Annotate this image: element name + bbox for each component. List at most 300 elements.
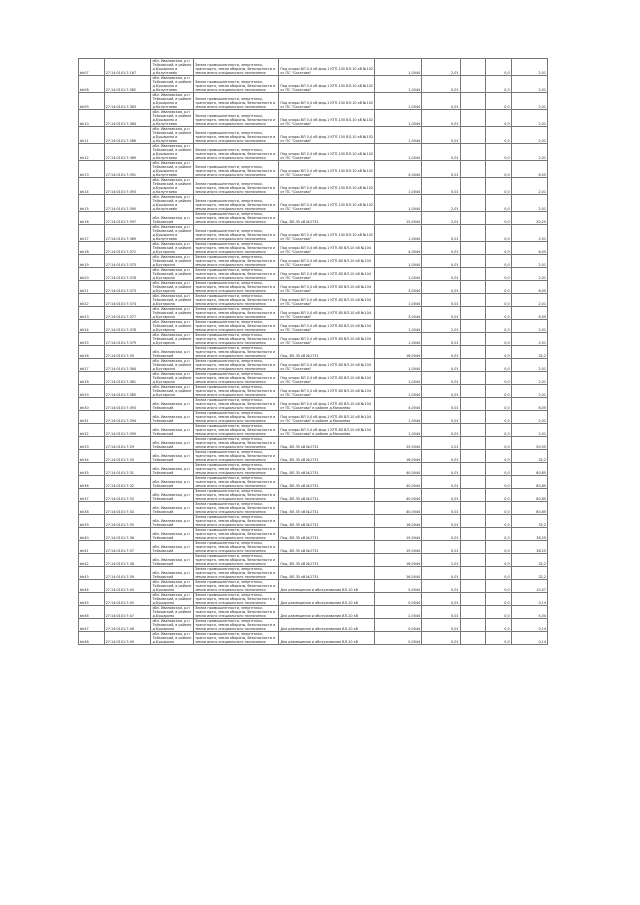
cell-id: bh15	[79, 195, 105, 212]
cell-r1: 2,01	[422, 554, 460, 567]
cell-r1: 0,01	[422, 144, 460, 161]
cell-cat: Земли промышленности, энергетики, транспорта, земли обороны, безопасности и земли иного специального назначения	[194, 437, 279, 450]
cell-r2: 0,0	[486, 515, 512, 528]
empty-cell	[460, 93, 486, 110]
cell-cat: Земли промышленности, энергетики, транспорта, земли обороны, безопасности и земли иного специального назначения	[194, 593, 279, 606]
cell-cad: 27:14:0101:7:34	[104, 502, 151, 515]
cell-r1: 0,01	[422, 580, 460, 593]
cell-cad: 27:14:0101:7:48	[104, 619, 151, 632]
cell-r3: 8,05	[511, 398, 547, 411]
cell-cat: Земли промышленности, энергетики, транспорта, земли обороны, безопасности и земли иного специального назначения	[194, 320, 279, 333]
cell-cat: Земли промышленности, энергетики, транспорта, земли обороны, безопасности и земли иного специального назначения	[194, 606, 279, 619]
cell-r1: 0,01	[422, 385, 460, 398]
cell-cat: Земли промышленности, энергетики, транспорта, земли обороны, безопасности и земли иного специального назначения	[194, 93, 279, 110]
cell-use: Под опоры ВЛ 0,4 кВ фид.1 КТП-150 ВЛ-10 кВ №102 от ПС "Сокатово"	[279, 93, 375, 110]
cell-addr: обл. Ивановская, р-н Тейковский	[151, 554, 194, 567]
cell-cat: Земли промышленности, энергетики, транспорта, земли обороны, безопасности и земли иного специального назначения	[194, 580, 279, 593]
cell-r2: 0,0	[486, 307, 512, 320]
cell-r3: 10,07	[511, 580, 547, 593]
cell-addr: обл. Ивановская, р-н Тейковский	[151, 411, 194, 424]
cell-r1: 0,01	[422, 411, 460, 424]
cell-id: bh12	[79, 144, 105, 161]
cell-addr: обл. Ивановская, р-н Тейковский	[151, 398, 194, 411]
cell-r2: 0,0	[486, 346, 512, 359]
empty-cell	[460, 110, 486, 127]
cell-r1: 0,01	[422, 255, 460, 268]
cell-use: Под опоры ВЛ 0,4 кВ фид.1 КТП-150 ВЛ-10 кВ №102 от ПС "Сокатово"	[279, 161, 375, 178]
table-row	[79, 437, 548, 450]
cell-addr: обл. Ивановская, р-н Тейковский, в районе д.Бушарино и д.Колунтаево	[151, 127, 194, 144]
cell-use: Под опоры ВЛ 0,4 кВ фид.1 КТП-150 ВЛ-10 кВ №102 от ПС "Сокатово"	[279, 178, 375, 195]
cell-r3: 8,05	[511, 161, 547, 178]
cell-r1: 0,01	[422, 476, 460, 489]
table-row	[79, 398, 548, 411]
cell-addr: обл. Ивановская, р-н Тейковский, в районе д.Бухтарино	[151, 307, 194, 320]
cell-cat: Земли промышленности, энергетики, транспорта, земли обороны, безопасности и земли иного специального назначения	[194, 212, 279, 225]
cell-addr: обл. Ивановская, р-н Тейковский, в районе д.Бушарино и д.Колунтаево	[151, 178, 194, 195]
cell-cad: 27:14:0101:7:376	[104, 268, 151, 281]
cell-addr: обл. Ивановская, р-н Тейковский, в районе д.Бушарино	[151, 632, 194, 645]
cell-addr: обл. Ивановская, р-н Тейковский, в районе д.Бушарино и д.Колунтаево	[151, 110, 194, 127]
cell-r3: 0,14	[511, 632, 547, 645]
cell-cad: 27:14:0101:7:45	[104, 593, 151, 606]
cell-r3: 2,01	[511, 76, 547, 93]
cell-r3: 2,01	[511, 372, 547, 385]
cell-cad: 27:14:0101:7:389	[104, 144, 151, 161]
cell-r2: 0,0	[486, 385, 512, 398]
cell-r1: 0,01	[422, 515, 460, 528]
cell-r1: 0,01	[422, 268, 460, 281]
cell-area: 1,0044	[375, 359, 422, 372]
cell-area: 16,0044	[375, 515, 422, 528]
cell-addr: обл. Ивановская, р-н Тейковский	[151, 212, 194, 225]
cell-r2: 0,0	[486, 127, 512, 144]
cell-r1: 0,01	[422, 619, 460, 632]
cell-id: bh36	[79, 476, 105, 489]
table-row	[79, 476, 548, 489]
cell-addr: обл. Ивановская, р-н Тейковский	[151, 437, 194, 450]
table-row	[79, 268, 548, 281]
cell-id: bh18	[79, 242, 105, 255]
table-row	[79, 346, 548, 359]
table-row	[79, 372, 548, 385]
cell-r2: 0,0	[486, 489, 512, 502]
cell-r1: 0,01	[422, 528, 460, 541]
cell-id: bh10	[79, 110, 105, 127]
cell-area: 1,0044	[375, 195, 422, 212]
cell-addr: обл. Ивановская, р-н Тейковский, в районе д.Бухтарино	[151, 359, 194, 372]
cell-r3: 2,01	[511, 178, 547, 195]
cell-cat: Земли промышленности, энергетики, транспорта, земли обороны, безопасности и земли иного специального назначения	[194, 476, 279, 489]
cell-id: bh38	[79, 502, 105, 515]
table-row	[79, 541, 548, 554]
cell-cad: 27:14:0101:7:394	[104, 411, 151, 424]
cell-r1: 0,01	[422, 110, 460, 127]
cell-area: 16,0044	[375, 450, 422, 463]
cell-id: bh39	[79, 515, 105, 528]
cell-id: bh19	[79, 255, 105, 268]
table-row	[79, 242, 548, 255]
empty-cell	[460, 476, 486, 489]
cell-area: 16,0044	[375, 567, 422, 580]
empty-cell	[460, 463, 486, 476]
empty-cell	[460, 450, 486, 463]
cell-cat: Земли промышленности, энергетики, транспорта, земли обороны, безопасности и земли иного специального назначения	[194, 178, 279, 195]
empty-cell	[460, 212, 486, 225]
cell-cad: 27:14:0101:7:37	[104, 541, 151, 554]
cell-r2: 0,0	[486, 528, 512, 541]
cell-r2: 0,0	[486, 93, 512, 110]
cell-area: 1,0044	[375, 411, 422, 424]
empty-cell	[460, 281, 486, 294]
cell-area: 1,0044	[375, 144, 422, 161]
cell-use: Под опоры ВЛ 0,4 кВ фид.1 КТП-150 ВЛ-10 кВ №102 от ПС "Сокатово"	[279, 144, 375, 161]
cell-cat: Земли промышленности, энергетики, транспорта, земли обороны, безопасности и земли иного специального назначения	[194, 127, 279, 144]
cell-area: 40,0044	[375, 489, 422, 502]
cell-addr: обл. Ивановская, р-н Тейковский	[151, 463, 194, 476]
cell-area: 19,0044	[375, 528, 422, 541]
empty-cell	[460, 437, 486, 450]
empty-cell	[460, 580, 486, 593]
table-row	[79, 528, 548, 541]
cell-use: Под опоры ВЛ 0,4 кВ фид.1 КТП-80 ВЛ-10 кВ №104 от ПС "Сокатово"	[279, 268, 375, 281]
cell-cad: 27:14:0101:7:391	[104, 161, 151, 178]
cell-r2: 0,0	[486, 76, 512, 93]
cell-addr: обл. Ивановская, р-н Тейковский, в районе д.Бушарино и д.Колунтаево	[151, 225, 194, 242]
empty-cell	[460, 225, 486, 242]
cell-addr: обл. Ивановская, р-н Тейковский, в районе д.Бушарино и д.Колунтаево	[151, 144, 194, 161]
cell-addr: обл. Ивановская, р-н Тейковский	[151, 424, 194, 437]
cell-cad: 27:14:0101:7:381	[104, 372, 151, 385]
cell-r2: 0,0	[486, 593, 512, 606]
cell-id: bh48	[79, 632, 105, 645]
table-row	[79, 225, 548, 242]
cell-r1: 0,01	[422, 76, 460, 93]
cell-use: Под опоры ВЛ 0,4 кВ фид.1 КТП-150 ВЛ-10 кВ №102 от ПС "Сокатово"	[279, 127, 375, 144]
cell-id: bh41	[79, 541, 105, 554]
cell-use: Под. ВЛ-35 кВ №2731	[279, 502, 375, 515]
cell-addr: обл. Ивановская, р-н Тейковский, в районе д.Бушарино	[151, 593, 194, 606]
cell-cad: 27:14:0101:7:393	[104, 398, 151, 411]
cell-area: 4,0044	[375, 161, 422, 178]
cell-cat: Земли промышленности, энергетики, транспорта, земли обороны, безопасности и земли иного специального назначения	[194, 255, 279, 268]
cell-r1: 0,01	[422, 127, 460, 144]
cell-use: Под опоры ВЛ 0,4 кВ фид.1 КТП-80 ВЛ-10 кВ №104 от ПС "Сокатово"	[279, 333, 375, 346]
cell-area: 3,0044	[375, 281, 422, 294]
table-row	[79, 255, 548, 268]
cell-use: Под опоры ВЛ 0,4 кВ фид.1 КТП-150 ВЛ-10 кВ №102 от ПС "Сокатово"	[279, 76, 375, 93]
cell-r1: 0,01	[422, 161, 460, 178]
cell-use: Под опоры ВЛ 0,4 кВ фид.1 КТП-150 ВЛ-10 кВ №102 от ПС "Сокатово"	[279, 225, 375, 242]
cell-id: bh14	[79, 178, 105, 195]
cell-addr: обл. Ивановская, р-н Тейковский	[151, 515, 194, 528]
cell-cad: 27:14:0101:7:38	[104, 554, 151, 567]
cell-id: bh31	[79, 411, 105, 424]
cell-r1: 0,01	[422, 93, 460, 110]
cell-r2: 0,0	[486, 110, 512, 127]
cell-addr: обл. Ивановская, р-н Тейковский	[151, 489, 194, 502]
cell-cad: 27:14:0101:7:383	[104, 93, 151, 110]
cell-cad: 27:14:0101:7:32	[104, 476, 151, 489]
empty-cell	[460, 242, 486, 255]
cell-cat: Земли промышленности, энергетики, транспорта, земли обороны, безопасности и земли иного специального назначения	[194, 463, 279, 476]
cell-addr: обл. Ивановская, р-н Тейковский, в районе д.Бухтарино	[151, 385, 194, 398]
cell-use: Под опоры ВЛ 0,4 кВ фид.1 КТП-80 ВЛ-10 кВ №104 от ПС "Сокатово"	[279, 255, 375, 268]
cell-cad: 27:14:0101:7:395	[104, 424, 151, 437]
cell-r2: 0,0	[486, 359, 512, 372]
cell-addr: обл. Ивановская, р-н Тейковский	[151, 567, 194, 580]
cell-r1: 0,01	[422, 593, 460, 606]
cell-cat: Земли промышленности, энергетики, транспорта, земли обороны, безопасности и земли иного специального назначения	[194, 554, 279, 567]
table-row	[79, 515, 548, 528]
cell-addr: обл. Ивановская, р-н Тейковский, в районе д.Бухтарино	[151, 255, 194, 268]
cell-id: bh20	[79, 268, 105, 281]
empty-cell	[460, 606, 486, 619]
cell-r1: 0,01	[422, 632, 460, 645]
cell-cat: Земли промышленности, энергетики, транспорта, земли обороны, безопасности и земли иного специального назначения	[194, 385, 279, 398]
cell-r1: 0,01	[422, 225, 460, 242]
cell-cat: Земли промышленности, энергетики, транспорта, земли обороны, безопасности и земли иного специального назначения	[194, 502, 279, 515]
cell-use: Под опоры ВЛ 0,4 кВ фид.1 КТП-150 ВЛ-10 кВ №102 от ПС "Сокатово"	[279, 59, 375, 76]
cell-id: bh17	[79, 225, 105, 242]
empty-cell	[460, 541, 486, 554]
cell-area: 1,0044	[375, 76, 422, 93]
cell-area: 1,0044	[375, 268, 422, 281]
cell-id: bh34	[79, 450, 105, 463]
cell-cat: Земли промышленности, энергетики, транспорта, земли обороны, безопасности и земли иного специального назначения	[194, 76, 279, 93]
cell-area: 1,0044	[375, 385, 422, 398]
cell-r1: 0,01	[422, 489, 460, 502]
cell-addr: обл. Ивановская, р-н Тейковский, в районе д.Бухтарино	[151, 372, 194, 385]
cell-r3: 2,01	[511, 424, 547, 437]
empty-cell	[460, 632, 486, 645]
cell-area: 1,0044	[375, 93, 422, 110]
empty-cell	[460, 372, 486, 385]
cell-cad: 27:14:0101:7:372	[104, 242, 151, 255]
table-row	[79, 212, 548, 225]
empty-cell	[460, 359, 486, 372]
cell-addr: обл. Ивановская, р-н Тейковский, в районе д.Бухтарино	[151, 281, 194, 294]
cell-use: Под опоры ВЛ 0,4 кВ фид.1 КТП-80 ВЛ-10 кВ №104 от ПС "Сокатово"	[279, 372, 375, 385]
table-row	[79, 161, 548, 178]
cell-cat: Земли промышленности, энергетики, транспорта, земли обороны, безопасности и земли иного специального назначения	[194, 225, 279, 242]
cell-r1: 0,01	[422, 541, 460, 554]
cell-cad: 27:14:0101:7:374	[104, 294, 151, 307]
cell-use: Под. ВЛ-35 кВ №2731	[279, 528, 375, 541]
cell-cad: 27:14:0101:7:397	[104, 212, 151, 225]
cell-addr: обл. Ивановская, р-н Тейковский, в районе д.Бушарино и д.Колунтаево	[151, 59, 194, 76]
cell-use: Под опоры ВЛ 0,4 кВ фид.1 КТП-80 ВЛ-10 кВ №104 от ПС "Сокатово" в районе д.Михалёво	[279, 411, 375, 424]
cell-id: bh28	[79, 372, 105, 385]
cell-r3: 2,01	[511, 195, 547, 212]
cell-r3: 2,01	[511, 268, 547, 281]
cell-r2: 0,0	[486, 144, 512, 161]
cell-cad: 27:14:0101:7:379	[104, 333, 151, 346]
cell-use: Под опоры ВЛ 0,4 кВ фид.1 КТП-80 ВЛ-10 кВ №104 от ПС "Сокатово"	[279, 359, 375, 372]
cell-r2: 0,0	[486, 398, 512, 411]
cell-r1: 2,01	[422, 195, 460, 212]
cell-addr: обл. Ивановская, р-н Тейковский, в районе д.Бушарино и д.Колунтаево	[151, 93, 194, 110]
empty-cell	[460, 346, 486, 359]
cell-id: bh45	[79, 593, 105, 606]
cell-area: 19,0044	[375, 541, 422, 554]
cell-addr: обл. Ивановская, р-н Тейковский	[151, 346, 194, 359]
empty-cell	[460, 489, 486, 502]
cell-r2: 0,0	[486, 268, 512, 281]
cell-r1: 0,01	[422, 307, 460, 320]
cell-use: Под. ВЛ-35 кВ №2731	[279, 437, 375, 450]
empty-cell	[460, 411, 486, 424]
cell-id: bh21	[79, 281, 105, 294]
empty-cell	[460, 528, 486, 541]
cell-r2: 0,0	[486, 619, 512, 632]
cell-cat: Земли промышленности, энергетики, транспорта, земли обороны, безопасности и земли иного специального назначения	[194, 372, 279, 385]
cell-use: Под. ВЛ-35 кВ №2731	[279, 541, 375, 554]
cell-cat: Земли промышленности, энергетики, транспорта, земли обороны, безопасности и земли иного специального назначения	[194, 528, 279, 541]
table-row	[79, 76, 548, 93]
empty-cell	[460, 567, 486, 580]
cell-r3: 2,01	[511, 333, 547, 346]
cell-r3: 2,01	[511, 320, 547, 333]
cell-area: 40,0044	[375, 502, 422, 515]
cell-id: bh33	[79, 437, 105, 450]
cell-r1: 0,01	[422, 450, 460, 463]
cell-use: Для размещения и обслуживания ВЛ-10 кВ	[279, 619, 375, 632]
cell-use: Под. ВЛ-35 кВ №2731	[279, 463, 375, 476]
cell-addr: обл. Ивановская, р-н Тейковский	[151, 541, 194, 554]
cell-cad: 27:14:0101:7:49	[104, 632, 151, 645]
cell-area: 4,0044	[375, 242, 422, 255]
empty-cell	[460, 502, 486, 515]
cell-r2: 0,0	[486, 178, 512, 195]
cell-r3: 38,25	[511, 541, 547, 554]
cell-r3: 2,01	[511, 385, 547, 398]
cell-r3: 2,01	[511, 59, 547, 76]
cell-r1: 0,01	[422, 281, 460, 294]
cell-r3: 0,14	[511, 593, 547, 606]
cell-cad: 27:14:0101:7:395	[104, 195, 151, 212]
cell-cad: 27:14:0101:7:39	[104, 567, 151, 580]
cell-r3: 80,85	[511, 489, 547, 502]
cell-id: bh09	[79, 93, 105, 110]
cell-id: bh46	[79, 606, 105, 619]
cell-r3: 2,01	[511, 411, 547, 424]
cell-id: bh44	[79, 580, 105, 593]
empty-cell	[460, 268, 486, 281]
cell-cat: Земли промышленности, энергетики, транспорта, земли обороны, безопасности и земли иного специального назначения	[194, 359, 279, 372]
cell-id: bh47	[79, 619, 105, 632]
cell-r3: 80,85	[511, 502, 547, 515]
cell-addr: обл. Ивановская, р-н Тейковский, в районе д.Бушарино	[151, 606, 194, 619]
cell-cad: 27:14:0101:7:375	[104, 255, 151, 268]
empty-cell	[460, 294, 486, 307]
cell-r1: 0,01	[422, 178, 460, 195]
cell-r2: 0,0	[486, 541, 512, 554]
cell-r2: 0,0	[486, 437, 512, 450]
cell-area: 25,0044	[375, 437, 422, 450]
cell-cat: Земли промышленности, энергетики, транспорта, земли обороны, безопасности и земли иного специального назначения	[194, 541, 279, 554]
cell-r1: 2,01	[422, 320, 460, 333]
cell-r2: 0,0	[486, 255, 512, 268]
cell-use: Под опоры ВЛ 0,4 кВ фид.1 КТП-150 ВЛ-10 кВ №102 от ПС "Сокатово"	[279, 195, 375, 212]
cell-addr: обл. Ивановская, р-н Тейковский, в районе д.Бушарино и д.Колунтаево	[151, 161, 194, 178]
empty-cell	[460, 320, 486, 333]
table-row	[79, 110, 548, 127]
empty-cell	[460, 424, 486, 437]
cell-addr: обл. Ивановская, р-н Тейковский, в районе д.Бушарино	[151, 580, 194, 593]
cell-cat: Земли промышленности, энергетики, транспорта, земли обороны, безопасности и земли иного специального назначения	[194, 619, 279, 632]
cell-r3: 32,2	[511, 567, 547, 580]
cell-use: Под опоры ВЛ 0,4 кВ фид.1 КТП-80 ВЛ-10 кВ №104 от ПС "Сокатово"	[279, 385, 375, 398]
cell-use: Под. ВЛ-35 кВ №2731	[279, 567, 375, 580]
cell-area: 5,0044	[375, 580, 422, 593]
cell-cat: Земли промышленности, энергетики, транспорта, земли обороны, безопасности и земли иного специального назначения	[194, 411, 279, 424]
cell-id: bh29	[79, 385, 105, 398]
cell-cad: 27:14:0101:7:373	[104, 281, 151, 294]
table-row	[79, 144, 548, 161]
table-row	[79, 281, 548, 294]
cell-use: Под опоры ВЛ 0,4 кВ фид.1 КТП-150 ВЛ-10 кВ №102 от ПС "Сокатово"	[279, 110, 375, 127]
cell-cad: 27:14:0101:7:47	[104, 606, 151, 619]
cell-cad: 27:14:0101:7:386	[104, 127, 151, 144]
cell-r3: 2,01	[511, 93, 547, 110]
table-row	[79, 93, 548, 110]
cell-use: Под. ВЛ-35 кВ №2731	[279, 212, 375, 225]
cell-r2: 0,0	[486, 195, 512, 212]
table-row	[79, 59, 548, 76]
cell-use: Под. ВЛ-35 кВ №2731	[279, 515, 375, 528]
cell-r3: 32,2	[511, 554, 547, 567]
cell-cad: 27:14:0101:7:384	[104, 359, 151, 372]
cell-r2: 0,0	[486, 476, 512, 489]
cell-cad: 27:14:0101:7:378	[104, 320, 151, 333]
cell-cat: Земли промышленности, энергетики, транспорта, земли обороны, безопасности и земли иного специального назначения	[194, 294, 279, 307]
cell-use: Для размещения и обслуживания ВЛ-10 кВ	[279, 593, 375, 606]
table-row	[79, 463, 548, 476]
land-register-table	[78, 58, 548, 645]
cell-r1: 0,01	[422, 242, 460, 255]
cell-cad: 27:14:0101:7:385	[104, 385, 151, 398]
cell-r3: 80,85	[511, 463, 547, 476]
empty-cell	[460, 255, 486, 268]
cell-r2: 0,0	[486, 606, 512, 619]
cell-area: 40,0044	[375, 476, 422, 489]
cell-cat: Земли промышленности, энергетики, транспорта, земли обороны, безопасности и земли иного специального назначения	[194, 398, 279, 411]
cell-area: 1,0044	[375, 225, 422, 242]
cell-use: Для размещения и обслуживания ВЛ-10 кВ	[279, 606, 375, 619]
cell-r3: 2,01	[511, 110, 547, 127]
cell-cad: 27:14:0101:7:382	[104, 76, 151, 93]
table-row	[79, 320, 548, 333]
cell-r2: 0,0	[486, 59, 512, 76]
cell-r2: 0,0	[486, 212, 512, 225]
table-row	[79, 502, 548, 515]
table-row	[79, 178, 548, 195]
table-row	[79, 294, 548, 307]
cell-id: bh11	[79, 127, 105, 144]
cell-r2: 0,0	[486, 294, 512, 307]
cell-id: bh27	[79, 359, 105, 372]
empty-cell	[460, 593, 486, 606]
cell-area: 1,0044	[375, 127, 422, 144]
empty-cell	[460, 333, 486, 346]
cell-r2: 0,0	[486, 225, 512, 242]
cell-cat: Земли промышленности, энергетики, транспорта, земли обороны, безопасности и земли иного специального назначения	[194, 195, 279, 212]
cell-id: bh43	[79, 567, 105, 580]
cell-r3: 4,04	[511, 606, 547, 619]
table-row	[79, 593, 548, 606]
cell-cat: Земли промышленности, энергетики, транспорта, земли обороны, безопасности и земли иного специального назначения	[194, 489, 279, 502]
